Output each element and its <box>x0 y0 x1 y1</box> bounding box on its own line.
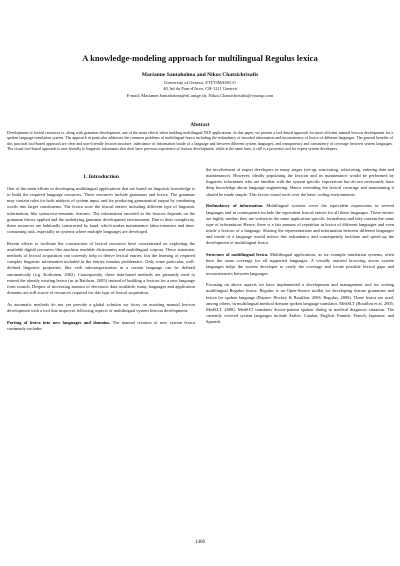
paragraph-body: Multilingual applications, as for example translation systems, often have the same coverage for all supported languages. A visually assisted browsing across system languages helps the system developer to verify the coverage and locate possible lexical gaps and inconsistencies between languages. <box>206 252 394 276</box>
affiliation-line-2: 40, bd du Pont-d'Arve, CH-1211 Geneva <box>163 86 237 92</box>
paragraph <box>206 203 394 246</box>
author-affiliation <box>20 80 380 99</box>
paper-authors: Marianne Santaholma and Nikos Chatzichrisafis <box>141 72 259 78</box>
abstract-heading: Abstract <box>190 122 210 128</box>
affiliation-line-3: E-mail: Marianne.Santaholma@eti.unige.ch; Nikos.Chatzichrisafis@vozzup.com <box>126 92 274 98</box>
paper-title: A knowledge-modeling approach for multilingual Regulus lexica <box>82 53 318 63</box>
paragraph <box>7 320 195 332</box>
affiliation-line-1: University of Geneva, ETI/TIM/ISSCO <box>164 80 236 85</box>
abstract-text: Development of lexical resources is, along with grammar development, one of the main efforts when building multilingual NLP applications. In this paper, we present a tool-based approach for more efficient manual lexicon development for a spoken language translation system. The approach in particular addresses the common problems of multilingual lexica including the redundancy of encoded information and inconsistency of lexica of different languages. The general benefits of this practical tool-based approach are clear and user-friendly lexicon structure, inheritance of information inside of a language and between different system languages, and transparency and consistency of coverage between system languages. The visual tool-based approach is user-friendly to linguistic informants that don't have previous experience of lexicon development, while at the same time, it still is a powerful tool for expert system developers. <box>7 130 393 151</box>
section-heading-introduction: 1. Introduction <box>83 174 119 180</box>
paragraph-lead: Porting of lexica into new languages and domains. <box>7 319 111 325</box>
paragraph <box>206 252 394 277</box>
paragraph: Recent efforts to facilitate the construction of lexical resources have concentrated on exploiting the available digital resources like machine readable dictionaries and multilingual corpora. These automatic methods of lexical acquisition can currently help to derive lexical entries, but the learning of required complex linguistic information included in the entries remains problematic. Only some particular, well-defined linguistic properties, like verb subcategorization in a certain language can be defined automatically (e.g. Korhonen, 2002). Consequently, these data-based methods are primarily used to extend the already existing lexica (as in Baldwin, 2005) instead of building a lexicon for a new language from scratch. Despite of increasing amount of electronic data available, many languages and application domains are still scarce of resources required for this type of lexical acquisition. <box>7 240 195 296</box>
page-number: 1406 <box>195 540 205 545</box>
left-column <box>7 167 195 338</box>
paragraph: As automatic methods do not yet provide a global solution we focus on assisting manual lexicon development with a tool that improves following aspects of multilingual system lexicon development: <box>7 301 195 313</box>
paragraph: One of the main efforts in developing multilingual applications that are based on linguistic knowledge is to build the required language resources. These resources include grammars and lexica. The grammar may contain rules for both analysis of system input, and for producing grammatical output by combining words into larger constituents. The lexica store the lexical entries including different type of linguistic information, like syntactico-semantic features. The information encoded in the lexicon depends on the grammar theory applied and the underlying grammar development environment. Due to their complexity, these resources are habitually constructed by hand, which makes maintenance labor-intensive and time-consuming task, especially in systems where multiple languages are developed. <box>7 186 195 235</box>
paragraph-body: The manual creation of new system lexica commonly includes <box>7 319 195 331</box>
paragraph-lead: Structure of multilingual lexica. <box>206 252 269 258</box>
paragraph-lead: Redundancy of information. <box>206 203 264 209</box>
paragraph: the involvement of expert developers in many stages (set-up, structuring, refactoring, entering data and maintenance). However, ideally populating the lexicon and its maintenance would be performed by linguistic informants who are familiar with the system specific expressions but do not necessarily have deep knowledge about language engineering. Hence extending the lexical coverage and maintaining it should be made simple. This favors visual tools over the basic coding environments. <box>206 167 394 197</box>
paragraph-body: Multilingual systems cover the equivalent expressions in several languages and in consequence include the equivalent lexical entries for all these languages. These entries are highly similar; they are written in the same application specific formalisms and they contain the same type of information. Hence, there is a fair amount of repetition in lexica of different languages and even inside a lexicon of a language. Sharing the representations and information between different languages and inside of a language would reduce this redundancy and consequently facilitate and speed up the development of multilingual lexica. <box>206 203 394 246</box>
paragraph: Focusing on above aspects we have implemented a development and management tool for writing multilingual Regulus lexica. Regulus is an Open-Source toolkit for developing feature grammars and lexica for spoken language (Rayner, Hockey & Bouillon, 2006, Regulus, 2008). These lexica are used, among others, in multilingual medical domain spoken language translator, MedSLT (Bouillon et al, 2005; MedSLT, 2008). MedSLT translates doctor-patient spoken dialog in medical diagnosis situation. The currently covered system languages include Arabic, Catalan, English, Finnish, French, Japanese, and Spanish. <box>206 282 394 325</box>
right-column <box>206 167 394 331</box>
